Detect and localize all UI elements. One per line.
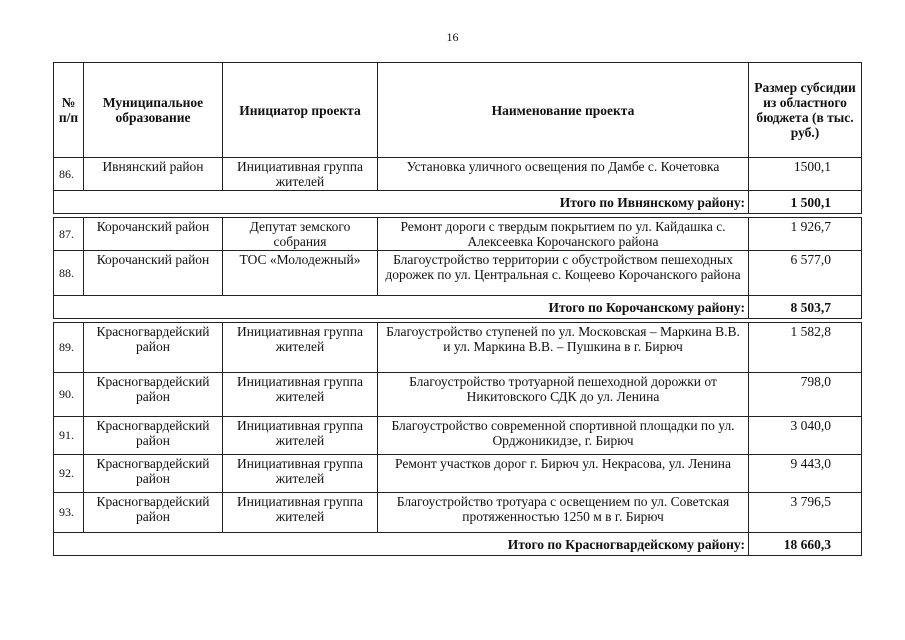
table-header-row xyxy=(54,63,862,158)
row-amount: 1500,1 xyxy=(749,158,862,191)
header-subsidy: Размер субсидии из областного бюджета (в тыс. руб.) xyxy=(749,63,862,158)
district-total-label: Итого по Корочанскому району: xyxy=(54,296,749,319)
table-row xyxy=(54,455,862,493)
table-row xyxy=(54,218,862,251)
header-project: Наименование проекта xyxy=(378,63,749,158)
row-initiator: Инициативная группа жителей xyxy=(223,373,378,417)
row-project: Ремонт участков дорог г. Бирюч ул. Некрасова, ул. Ленина xyxy=(378,455,749,493)
row-number: 87. xyxy=(54,218,84,251)
row-initiator: Инициативная группа жителей xyxy=(223,493,378,533)
district-total-row xyxy=(54,533,862,556)
row-project: Ремонт дороги с твердым покрытием по ул. Кайдашка с. Алексеевка Корочанского района xyxy=(378,218,749,251)
district-total-row xyxy=(54,191,862,214)
district-total-label: Итого по Красногвардейскому району: xyxy=(54,533,749,556)
row-number: 89. xyxy=(54,323,84,373)
row-municipality: Ивнянский район xyxy=(84,158,223,191)
table-row xyxy=(54,251,862,296)
subsidy-table-container xyxy=(53,62,861,556)
row-municipality: Красногвардейский район xyxy=(84,323,223,373)
row-number: 90. xyxy=(54,373,84,417)
subsidy-table xyxy=(53,62,862,556)
row-initiator: ТОС «Молодежный» xyxy=(223,251,378,296)
row-municipality: Корочанский район xyxy=(84,251,223,296)
row-initiator: Инициативная группа жителей xyxy=(223,323,378,373)
header-num: № п/п xyxy=(54,63,84,158)
header-municipality: Муниципальное образование xyxy=(84,63,223,158)
row-amount: 1 926,7 xyxy=(749,218,862,251)
table-row xyxy=(54,373,862,417)
table-row xyxy=(54,417,862,455)
row-initiator: Инициативная группа жителей xyxy=(223,417,378,455)
row-municipality: Красногвардейский район xyxy=(84,373,223,417)
row-number: 93. xyxy=(54,493,84,533)
row-initiator: Инициативная группа жителей xyxy=(223,158,378,191)
row-amount: 1 582,8 xyxy=(749,323,862,373)
district-total-amount: 8 503,7 xyxy=(749,296,862,319)
row-initiator: Инициативная группа жителей xyxy=(223,455,378,493)
row-municipality: Корочанский район xyxy=(84,218,223,251)
district-total-row xyxy=(54,296,862,319)
row-amount: 3 040,0 xyxy=(749,417,862,455)
row-municipality: Красногвардейский район xyxy=(84,417,223,455)
row-amount: 3 796,5 xyxy=(749,493,862,533)
row-project: Установка уличного освещения по Дамбе с. Кочетовка xyxy=(378,158,749,191)
district-total-label: Итого по Ивнянскому району: xyxy=(54,191,749,214)
row-municipality: Красногвардейский район xyxy=(84,493,223,533)
row-project: Благоустройство тротуарной пешеходной дорожки от Никитовского СДК до ул. Ленина xyxy=(378,373,749,417)
row-project: Благоустройство территории с обустройством пешеходных дорожек по ул. Центральная с. Кощеево Корочанского района xyxy=(378,251,749,296)
row-number: 86. xyxy=(54,158,84,191)
row-project: Благоустройство современной спортивной площадки по ул. Орджоникидзе, г. Бирюч xyxy=(378,417,749,455)
row-project: Благоустройство тротуара с освещением по ул. Советская протяженностью 1250 м в г. Бирюч xyxy=(378,493,749,533)
row-number: 92. xyxy=(54,455,84,493)
table-row xyxy=(54,323,862,373)
row-project: Благоустройство ступеней по ул. Московская – Маркина В.В. и ул. Маркина В.В. – Пушкина в г. Бирюч xyxy=(378,323,749,373)
row-initiator: Депутат земского собрания xyxy=(223,218,378,251)
row-number: 91. xyxy=(54,417,84,455)
table-row xyxy=(54,493,862,533)
row-municipality: Красногвардейский район xyxy=(84,455,223,493)
table-body xyxy=(54,158,862,556)
district-total-amount: 1 500,1 xyxy=(749,191,862,214)
row-amount: 9 443,0 xyxy=(749,455,862,493)
district-total-amount: 18 660,3 xyxy=(749,533,862,556)
table-row xyxy=(54,158,862,191)
row-number: 88. xyxy=(54,251,84,296)
header-initiator: Инициатор проекта xyxy=(223,63,378,158)
row-amount: 6 577,0 xyxy=(749,251,862,296)
row-amount: 798,0 xyxy=(749,373,862,417)
page-number: 16 xyxy=(446,30,459,44)
